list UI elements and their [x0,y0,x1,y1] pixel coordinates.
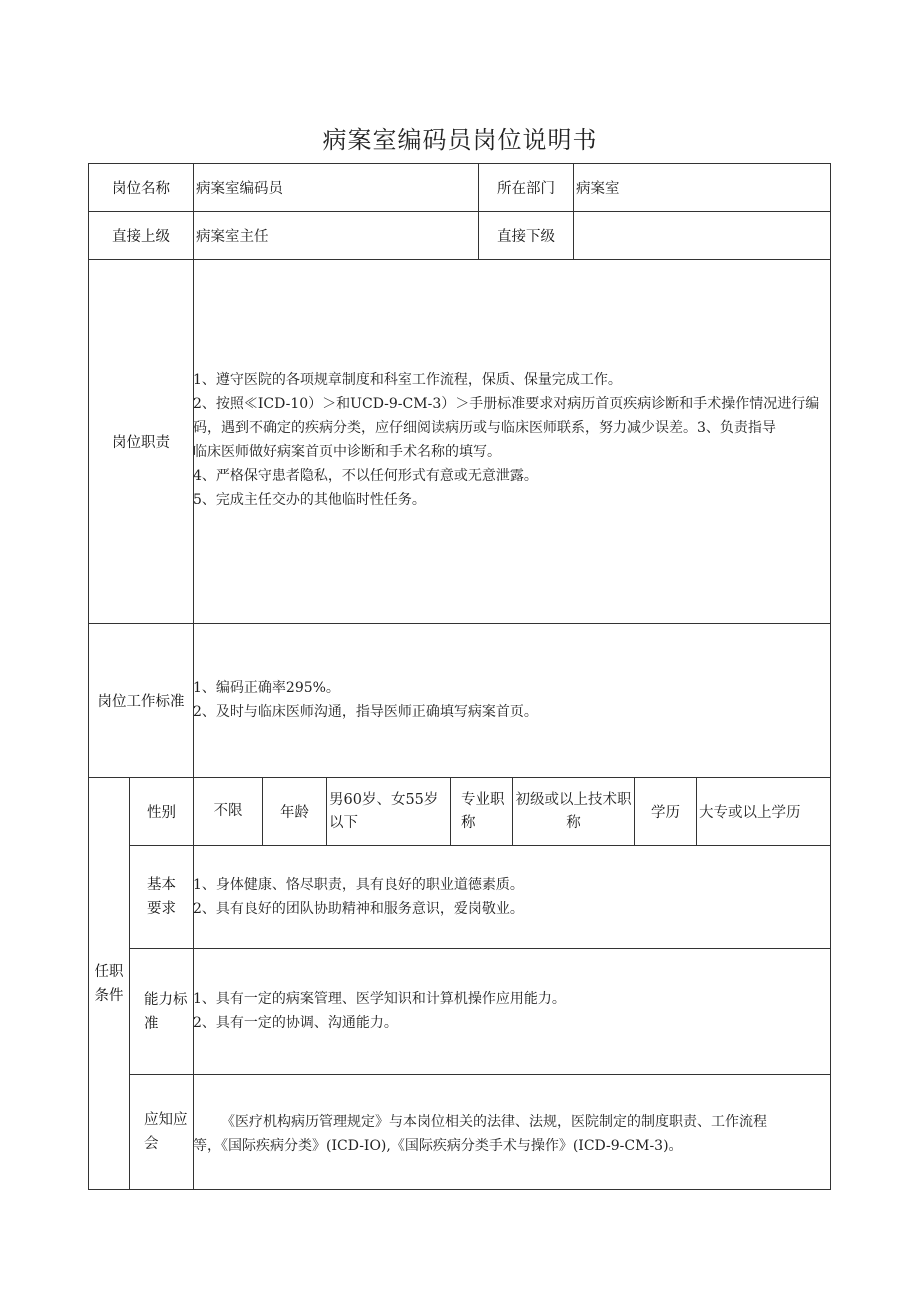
requirement-line: 1、身体健康、恪尽职责，具有良好的职业道德素质。 [193,877,524,893]
table-rule [129,845,831,846]
direct-subordinate-label: 直接下级 [497,229,555,245]
page-title: 病案室编码员岗位说明书 [322,126,598,154]
department-label: 所在部门 [497,181,555,197]
position-name-value: 病案室编码员 [196,181,283,197]
table-rule [129,1074,831,1075]
work-standard-text [193,676,829,724]
duty-line: 临床医师做好病案首页中诊断和手术名称的填写。 [193,444,501,460]
age-label: 年龄 [280,805,309,821]
required-knowledge-text [193,1110,829,1158]
direct-superior-label: 直接上级 [112,229,170,245]
position-name-label: 岗位名称 [112,181,170,197]
age-value: 男60岁、女55岁以下 [329,791,439,831]
required-knowledge-label: 应知应会 [144,1112,188,1152]
gender-label: 性别 [147,805,176,821]
duty-line: 2、按照≪ICD-10）＞和UCD-9-CM-3）＞手册标准要求对病历首页疾病诊断和手术操作情况进行编 [193,396,820,412]
duties-label: 岗位职责 [112,435,170,451]
duty-line: 4、严格保守患者隐私，不以任何形式有意或无意泄露。 [193,468,538,484]
standard-line: 1、编码正确率295%。 [193,680,340,696]
professional-title-value: 初级或以上技术职称 [515,791,632,831]
duty-line: 码，遇到不确定的疾病分类，应仔细阅读病历或与临床医师联系，努力减少误差。3、负责指导 [193,420,776,436]
duty-line: 5、完成主任交办的其他临时性任务。 [193,492,426,508]
work-standard-label: 岗位工作标准 [97,694,185,710]
duty-line: 1、遵守医院的各项规章制度和科室工作流程，保质、保量完成工作。 [193,372,622,388]
duties-text [193,368,829,512]
education-value: 大专或以上学历 [699,805,801,821]
table-border-bottom [88,1189,831,1190]
ability-standard-text [193,987,829,1035]
direct-subordinate-value [573,212,830,259]
department-value: 病案室 [576,181,620,197]
education-label: 学历 [651,805,680,821]
direct-superior-value: 病案室主任 [196,229,269,245]
ability-line: 1、具有一定的病案管理、医学知识和计算机操作应用能力。 [193,991,566,1007]
requirement-line: 2、具有良好的团队协助精神和服务意识，爱岗敬业。 [193,901,524,917]
table-rule [88,259,831,260]
knowledge-line: 《医疗机构病历管理规定》与本岗位相关的法律、法规，医院制定的制度职责、工作流程 [221,1114,767,1130]
qualifications-label: 任职条件 [94,963,124,1004]
ability-standard-label: 能力标准 [144,991,188,1032]
basic-requirements-label: 基本要求 [147,877,176,917]
table-rule [88,623,831,624]
table-rule [129,948,831,949]
professional-title-label: 专业职称 [461,791,505,831]
table-border-right [830,163,831,1190]
basic-requirements-text [193,873,829,921]
gender-value: 不限 [213,803,243,819]
ability-line: 2、具有一定的协调、沟通能力。 [193,1015,398,1031]
knowledge-line: 等，《国际疾病分类》(ICD-IO),《国际疾病分类手术与操作》(ICD-9-CM-3)。 [193,1138,683,1154]
standard-line: 2、及时与临床医师沟通，指导医师正确填写病案首页。 [193,704,538,720]
